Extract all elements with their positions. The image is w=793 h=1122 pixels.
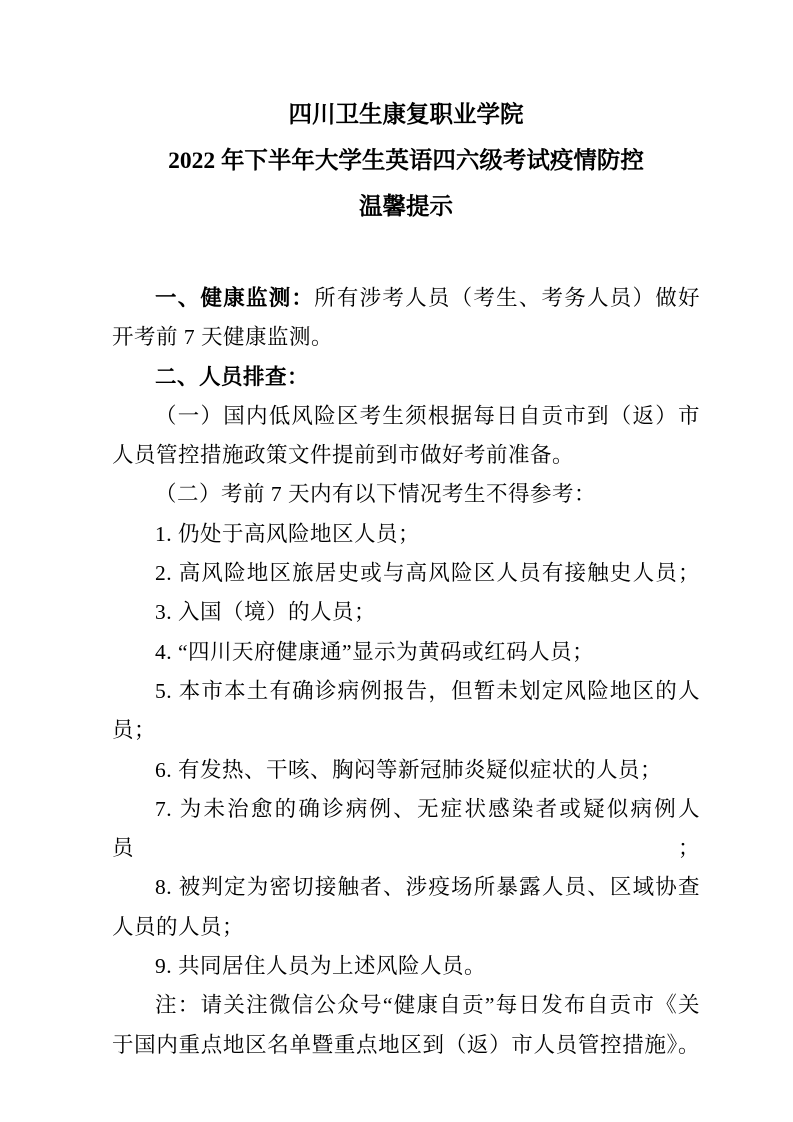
body-line: 员； — [112, 718, 157, 743]
section1-text: 所有涉考人员（考生、考务人员）做好 — [314, 286, 700, 310]
body-line-item-4: 4. “四川天府健康通”显示为黄码或红码人员； — [155, 639, 595, 664]
body-line-item-3: 3. 入国（境）的人员； — [155, 600, 377, 625]
body-line: （二）考前 7 天内有以下情况考生不得参考： — [155, 482, 597, 507]
title-line-notice: 温馨提示 — [359, 194, 453, 220]
body-line-item-1: 1. 仍处于高风险地区人员； — [155, 521, 421, 546]
body-line-item-6: 6. 有发热、干咳、胸闷等新冠肺炎疑似症状的人员； — [155, 757, 663, 782]
section2-heading: 二、人员排查： — [155, 364, 310, 389]
body-line-section2 — [112, 358, 700, 397]
body-line-note-continued: 于国内重点地区名单暨重点地区到（返）市人员管控措施》。 — [112, 1032, 700, 1057]
section1-heading: 一、健康监测： — [155, 286, 315, 310]
document-title — [112, 0, 700, 230]
body-line: 人员的人员； — [112, 914, 245, 939]
body-line-item-8: 8. 被判定为密切接触者、涉疫场所暴露人员、区域协查 — [155, 875, 700, 900]
document-body — [112, 279, 700, 1065]
body-line-note: 注：请关注微信公众号“健康自贡”每日发布自贡市《关 — [155, 993, 700, 1018]
body-line: 人员管控措施政策文件提前到市做好考前准备。 — [112, 443, 575, 468]
body-line: 开考前 7 天健康监测。 — [112, 325, 334, 350]
body-line-item-7: 7. 为未治愈的确诊病例、无症状感染者或疑似病例人员； — [112, 796, 700, 861]
body-line-item-2: 2. 高风险地区旅居史或与高风险区人员有接触史人员； — [155, 561, 700, 586]
body-line-item-9: 9. 共同居住人员为上述风险人员。 — [155, 954, 487, 979]
body-line-item-5: 5. 本市本土有确诊病例报告，但暂未划定风险地区的人 — [155, 678, 700, 703]
title-line-college: 四川卫生康复职业学院 — [288, 102, 524, 128]
title-line-exam: 2022 年下半年大学生英语四六级考试疫情防控 — [168, 148, 644, 174]
body-line: （一）国内低风险区考生须根据每日自贡市到（返）市 — [155, 403, 700, 428]
body-line-section1 — [112, 279, 700, 318]
